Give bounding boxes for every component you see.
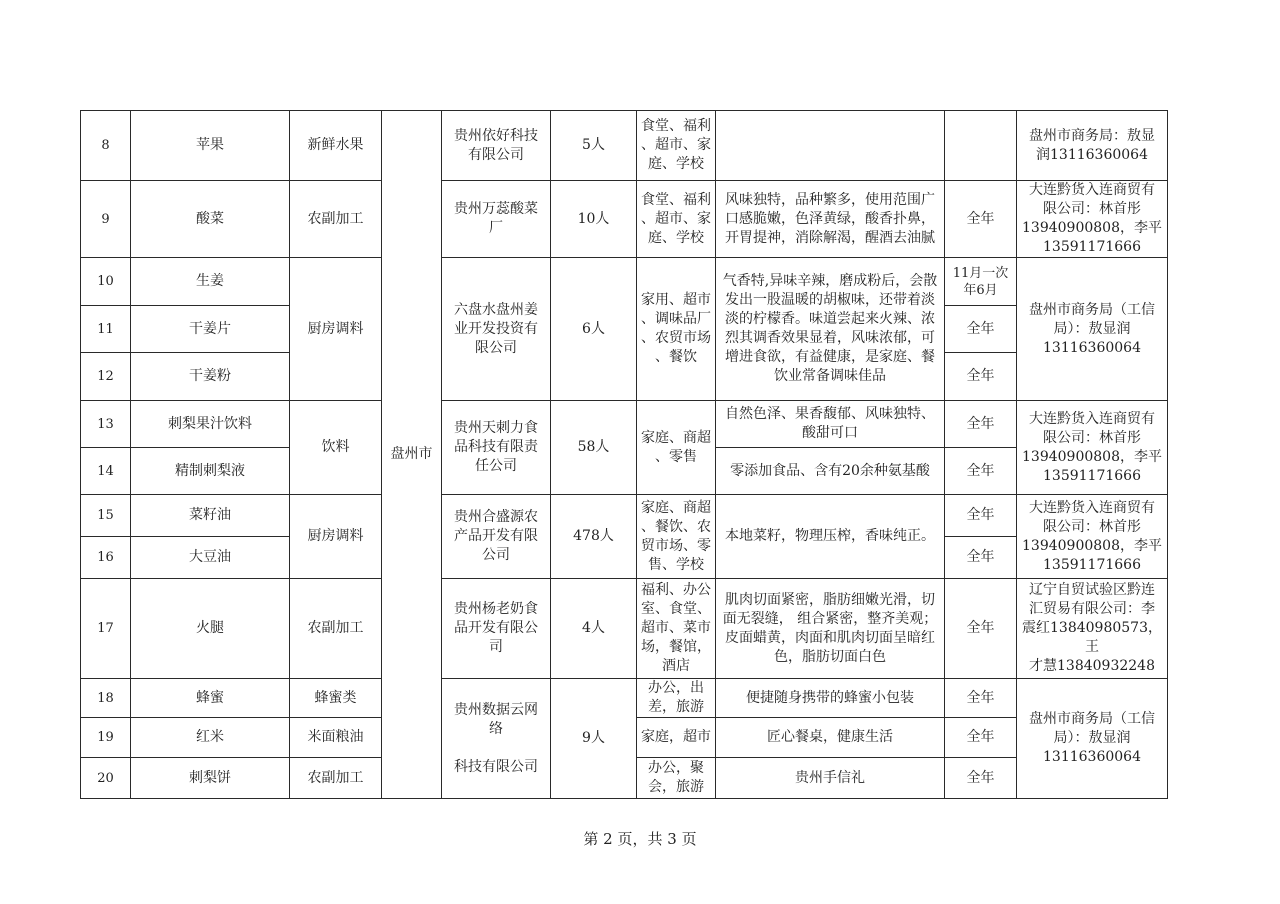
product-description: 匠心餐桌，健康生活 — [716, 718, 945, 758]
row-number: 9 — [81, 181, 131, 258]
product-category: 厨房调料 — [290, 258, 382, 401]
product-description: 贵州手信礼 — [716, 758, 945, 799]
product-description: 零添加食品、含有20余种氨基酸 — [716, 448, 945, 495]
sales-channel: 食堂、福利 、超市、家 庭、学校 — [637, 111, 716, 181]
sales-channel: 食堂、福利 、超市、家 庭、学校 — [637, 181, 716, 258]
product-name: 苹果 — [131, 111, 290, 181]
supply-season: 全年 — [945, 353, 1017, 401]
product-name: 精制刺梨液 — [131, 448, 290, 495]
product-name: 大豆油 — [131, 537, 290, 579]
company-name: 贵州杨老奶食 品开发有限公 司 — [442, 579, 551, 679]
supply-season: 全年 — [945, 579, 1017, 679]
table-row — [81, 111, 1168, 181]
contact-info: 辽宁自贸试验区黔连 汇贸易有限公司：李 震红13840980573，王 才慧13840932248 — [1017, 579, 1168, 679]
product-name: 刺梨饼 — [131, 758, 290, 799]
table-row — [81, 579, 1168, 679]
product-category: 蜂蜜类 — [290, 679, 382, 718]
contact-info: 盘州市商务局：敖显 润13116360064 — [1017, 111, 1168, 181]
sales-channel: 家庭、商超 、零售 — [637, 401, 716, 495]
contact-info: 大连黔货入连商贸有 限公司：林首彤 13940900808，李平 13591171666 — [1017, 495, 1168, 579]
supply-season: 全年 — [945, 495, 1017, 537]
supply-season: 全年 — [945, 401, 1017, 448]
row-number: 14 — [81, 448, 131, 495]
supply-season: 全年 — [945, 448, 1017, 495]
product-name: 火腿 — [131, 579, 290, 679]
table-row — [81, 679, 1168, 718]
row-number: 11 — [81, 306, 131, 353]
sales-channel: 家庭，超市 — [637, 718, 716, 758]
sales-channel: 福利、办公 室、食堂、 超市、菜市 场，餐馆， 酒店 — [637, 579, 716, 679]
product-description: 本地菜籽，物理压榨，香味纯正。 — [716, 495, 945, 579]
supply-season: 全年 — [945, 758, 1017, 799]
row-number: 13 — [81, 401, 131, 448]
sales-channel: 办公，出 差，旅游 — [637, 679, 716, 718]
sales-channel: 家用、超市 、调味品厂 、农贸市场 、餐饮 — [637, 258, 716, 401]
product-name: 干姜粉 — [131, 353, 290, 401]
supply-season: 全年 — [945, 718, 1017, 758]
row-number: 16 — [81, 537, 131, 579]
product-description: 便捷随身携带的蜂蜜小包装 — [716, 679, 945, 718]
product-description: 气香特,异味辛辣，磨成粉后，会散发出一股温暖的胡椒味，还带着淡淡的柠檬香。味道尝起来火辣、浓烈其调香效果显着，风味浓郁，可增进食欲，有益健康，是家庭、餐饮业常备调味佳品 — [716, 258, 945, 401]
product-description: 风味独特，品种繁多，使用范围广口感脆嫩，色泽黄绿，酸香扑鼻，开胃提神，消除解渴，醒酒去油腻 — [716, 181, 945, 258]
page-footer: 第 2 页，共 3 页 — [583, 830, 697, 848]
table-row — [81, 258, 1168, 306]
row-number: 18 — [81, 679, 131, 718]
company-name: 贵州万蕊酸菜 厂 — [442, 181, 551, 258]
job-count: 10人 — [551, 181, 637, 258]
supply-season: 11月一次 年6月 — [945, 258, 1017, 306]
product-category: 农副加工 — [290, 181, 382, 258]
product-table — [80, 110, 1168, 799]
job-count: 6人 — [551, 258, 637, 401]
company-name: 贵州依好科技 有限公司 — [442, 111, 551, 181]
company-name: 贵州天刺力食 品科技有限责 任公司 — [442, 401, 551, 495]
company-name: 贵州合盛源农 产品开发有限 公司 — [442, 495, 551, 579]
table-row — [81, 181, 1168, 258]
contact-info: 盘州市商务局（工信 局）：敖显润 13116360064 — [1017, 679, 1168, 799]
job-count: 58人 — [551, 401, 637, 495]
job-count: 5人 — [551, 111, 637, 181]
row-number: 12 — [81, 353, 131, 401]
region-cell: 盘州市 — [382, 111, 442, 799]
product-name: 酸菜 — [131, 181, 290, 258]
job-count: 4人 — [551, 579, 637, 679]
sales-channel: 办公，聚 会，旅游 — [637, 758, 716, 799]
row-number: 19 — [81, 718, 131, 758]
product-description: 自然色泽、果香馥郁、风味独特、酸甜可口 — [716, 401, 945, 448]
product-name: 生姜 — [131, 258, 290, 306]
row-number: 17 — [81, 579, 131, 679]
supply-season: 全年 — [945, 306, 1017, 353]
product-name: 蜂蜜 — [131, 679, 290, 718]
product-name: 菜籽油 — [131, 495, 290, 537]
supply-season — [945, 111, 1017, 181]
contact-info: 大连黔货入连商贸有 限公司：林首彤 13940900808，李平 13591171666 — [1017, 401, 1168, 495]
product-category: 米面粮油 — [290, 718, 382, 758]
job-count: 9人 — [551, 679, 637, 799]
product-category: 农副加工 — [290, 758, 382, 799]
product-category: 厨房调料 — [290, 495, 382, 579]
row-number: 15 — [81, 495, 131, 537]
product-name: 刺梨果汁饮料 — [131, 401, 290, 448]
product-name: 干姜片 — [131, 306, 290, 353]
company-name: 贵州数据云网 络 科技有限公司 — [442, 679, 551, 799]
sales-channel: 家庭、商超 、餐饮、农 贸市场、零 售、学校 — [637, 495, 716, 579]
table-row — [81, 495, 1168, 537]
table-row — [81, 401, 1168, 448]
company-name: 六盘水盘州姜 业开发投资有 限公司 — [442, 258, 551, 401]
row-number: 8 — [81, 111, 131, 181]
job-count: 478人 — [551, 495, 637, 579]
supply-season: 全年 — [945, 181, 1017, 258]
product-description: 肌肉切面紧密，脂肪细嫩光滑，切面无裂缝， 组合紧密，整齐美观；皮面蜡黄，肉面和肌肉切面呈暗红色，脂肪切面白色 — [716, 579, 945, 679]
product-category: 农副加工 — [290, 579, 382, 679]
supply-season: 全年 — [945, 537, 1017, 579]
product-category: 新鲜水果 — [290, 111, 382, 181]
product-description — [716, 111, 945, 181]
row-number: 10 — [81, 258, 131, 306]
row-number: 20 — [81, 758, 131, 799]
product-name: 红米 — [131, 718, 290, 758]
product-category: 饮料 — [290, 401, 382, 495]
supply-season: 全年 — [945, 679, 1017, 718]
contact-info: 盘州市商务局（工信 局）：敖显润 13116360064 — [1017, 258, 1168, 401]
contact-info: 大连黔货入连商贸有 限公司：林首彤 13940900808，李平 13591171666 — [1017, 181, 1168, 258]
